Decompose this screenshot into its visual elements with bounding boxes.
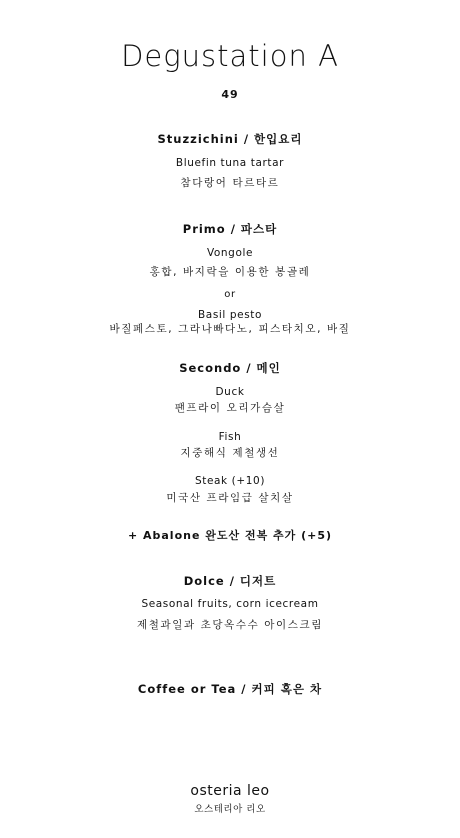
section-heading-dolce: Dolce / 디저트 <box>183 574 277 588</box>
menu-item-vongole-ko: 홍합, 바지락을 이용한 봉골레 <box>149 266 311 278</box>
restaurant-name-ko: 오스테리아 리오 <box>194 804 266 815</box>
menu-item-tuna-ko: 참다랑어 타르타르 <box>180 177 280 189</box>
menu-item-dessert-ko: 제철과일과 초당옥수수 아이스크림 <box>136 619 324 631</box>
section-heading-secondo: Secondo / 메인 <box>179 361 281 375</box>
menu-addon-abalone: + Abalone 완도산 전복 추가 (+5) <box>127 529 333 542</box>
menu-item-duck-ko: 팬프라이 오리가슴살 <box>174 402 286 414</box>
menu-item-dessert-en: Seasonal fruits, corn icecream <box>141 598 319 610</box>
menu-price: 49 <box>221 88 239 101</box>
menu-item-steak-en: Steak (+10) <box>194 475 266 487</box>
menu-item-duck-en: Duck <box>215 386 245 398</box>
menu-or-separator: or <box>224 289 236 300</box>
menu-item-pesto-en: Basil pesto <box>197 309 263 321</box>
menu-item-fish-en: Fish <box>218 431 242 443</box>
menu-item-pesto-ko: 바질페스토, 그라나빠다노, 피스타치오, 바질 <box>109 323 351 335</box>
menu-item-steak-ko: 미국산 프라임급 살치살 <box>166 492 294 504</box>
menu-item-vongole-en: Vongole <box>206 247 254 259</box>
section-heading-stuzzichini: Stuzzichini / 한입요리 <box>157 132 303 146</box>
restaurant-name-en: osteria leo <box>190 783 270 799</box>
menu-item-fish-ko: 지중해식 제철생선 <box>180 447 280 459</box>
section-heading-coffee: Coffee or Tea / 커피 혹은 차 <box>137 682 323 696</box>
menu-title: Degustation A <box>121 39 339 73</box>
section-heading-primo: Primo / 파스타 <box>182 222 278 236</box>
menu-item-tuna-en: Bluefin tuna tartar <box>175 157 285 169</box>
